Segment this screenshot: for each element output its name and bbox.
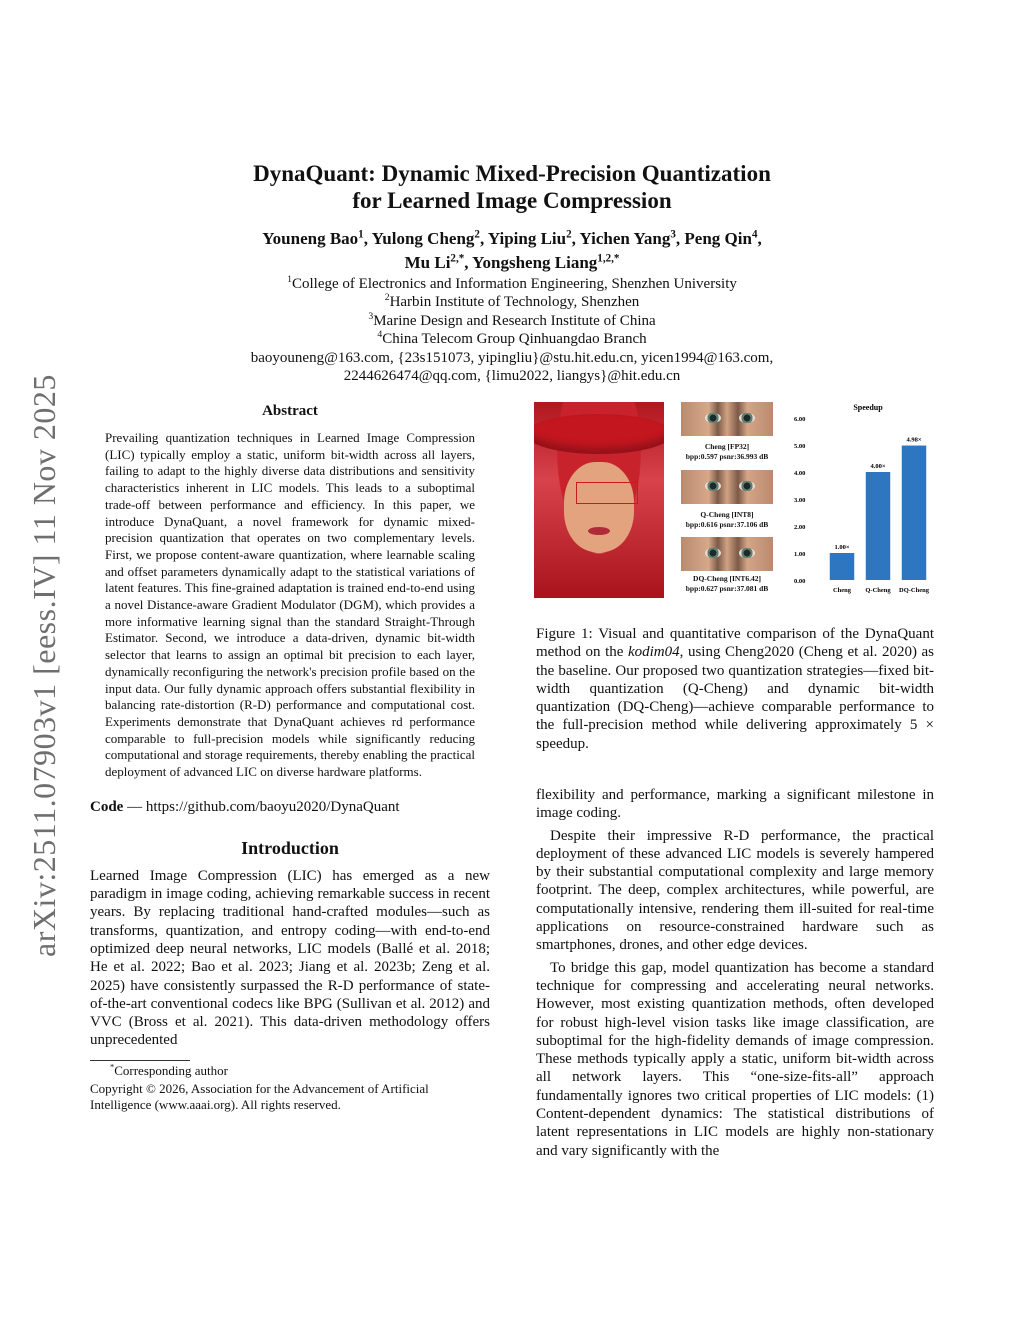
affiliation-sup: 3 bbox=[368, 310, 374, 322]
affiliation-text: Marine Design and Research Institute of China bbox=[373, 312, 656, 329]
crop-label-method: Q-Cheng [INT8] bbox=[700, 510, 754, 519]
right-column bbox=[536, 786, 934, 1160]
author-list bbox=[100, 227, 924, 275]
author-sep: , bbox=[675, 229, 685, 248]
footnote-corresponding: *Corresponding author bbox=[110, 1061, 228, 1078]
author-name: Yongsheng Liang bbox=[472, 253, 598, 272]
crop-image-dq-cheng bbox=[681, 537, 773, 571]
affiliation-sup: 1 bbox=[287, 274, 292, 285]
crop-label-metrics: bpp:0.627 psnr:37.081 dB bbox=[685, 584, 769, 593]
author-name: Yulong Cheng bbox=[371, 229, 475, 248]
y-tick-label: 3.00 bbox=[794, 497, 806, 504]
author-sep: , bbox=[363, 229, 372, 248]
caption-italic: kodim04 bbox=[627, 644, 680, 661]
code-label: Code bbox=[90, 798, 124, 815]
author-sep: , bbox=[571, 229, 580, 248]
y-tick-label: 1.00 bbox=[794, 551, 806, 558]
author-name: Youneng Bao bbox=[262, 229, 359, 248]
intro-paragraph: Learned Image Compression (LIC) has emerged as a new paradigm in image coding, achieving remarkable success in recent years. By replacing traditional hand-crafted modules—such as transforms, quantization, and entropy coding—with end-to-end optimized deep neural networks, LIC models (Ballé et al. 2018; He et al. 2022; Bao et al. 2023; Jiang et al. 2023b; Zeng et al. 2025) have consistently surpassed the R-D performance of state-of-the-art conventional codecs like BPG (Sullivan et al. 2012) and VVC (Bross et al. 2021). This data-driven methodology offers unprecedented bbox=[90, 867, 490, 1049]
author-sup: 2 bbox=[566, 228, 572, 241]
author-sep: , bbox=[757, 229, 762, 248]
title-line-1: DynaQuant: Dynamic Mixed-Precision Quantization bbox=[253, 161, 771, 186]
affiliation bbox=[100, 293, 924, 311]
affiliation-sup: 2 bbox=[384, 292, 390, 304]
right-paragraph-1: flexibility and performance, marking a significant milestone in image coding. bbox=[536, 787, 934, 822]
bar-data-label: 4.00× bbox=[870, 463, 886, 470]
author-sup: 1,2,* bbox=[597, 252, 620, 265]
arxiv-stamp-text: arXiv:2511.07903v1 [eess.IV] 11 Nov 2025 bbox=[25, 373, 62, 957]
arxiv-stamp bbox=[22, 360, 66, 970]
bar-dq-cheng bbox=[902, 446, 926, 580]
crop-label-metrics: bpp:0.616 psnr:37.106 dB bbox=[685, 520, 769, 529]
footnote-corresponding-text: Corresponding author bbox=[114, 1062, 228, 1078]
affiliation-sup: 4 bbox=[377, 329, 383, 341]
affiliation-text: College of Electronics and Information Engineering, Shenzhen University bbox=[292, 276, 737, 292]
abstract-heading: Abstract bbox=[262, 403, 318, 419]
author-name: Mu Li bbox=[404, 253, 451, 272]
author-sep: , bbox=[464, 253, 473, 272]
chart-title: Speedup bbox=[853, 403, 883, 412]
bar-data-label: 1.00× bbox=[834, 544, 850, 551]
portrait-lips bbox=[588, 527, 610, 535]
caption-prefix: Figure 1: Visual and quantitative comparison of the DynaQuant method on the bbox=[536, 626, 934, 661]
x-tick-label: Cheng bbox=[832, 587, 852, 594]
bar-cheng bbox=[830, 553, 854, 580]
portrait-crop-box bbox=[576, 482, 638, 504]
left-column bbox=[90, 403, 490, 1113]
right-paragraph-2: Despite their impressive R-D performance, the practical deployment of these advanced LIC models is severely hampered by their substantial computational complexity and large memory footprint. The deep, complex architectures, while powerful, are computationally intensive, rendering them ill-suited for real-time applications on resource-constrained hardware such as smartphones, drones, and other edge devices. bbox=[536, 827, 934, 954]
x-tick-label: Q-Cheng bbox=[865, 587, 891, 594]
figure-caption bbox=[536, 610, 934, 768]
right-paragraph-3: To bridge this gap, model quantization has become a standard technique for compressing and accelerating neural networks. However, most existing quantization methods, often developed for robust high-level vision tasks like image classification, are suboptimal for the high-fidelity demands of image compression. These methods typically apply a static, uniform bit-width across all network layers. This “one-size-fits-all” approach fundamentally ignores two critical properties of LIC models: (1) Content-dependent dynamics: The statistical distributions of latent representations in LIC models are highly non-stationary and vary significantly with the bbox=[536, 959, 934, 1159]
crop-label-q-cheng bbox=[674, 510, 780, 530]
author-name: Peng Qin bbox=[684, 229, 752, 248]
y-tick-label: 0.00 bbox=[794, 578, 806, 585]
y-tick-label: 6.00 bbox=[794, 416, 806, 423]
figure-caption-text bbox=[536, 625, 934, 753]
author-sup: 3 bbox=[670, 228, 676, 241]
affiliation-text: China Telecom Group Qinhuangdao Branch bbox=[382, 331, 647, 348]
bar-data-label: 4.98× bbox=[906, 436, 922, 444]
speedup-chart bbox=[786, 400, 934, 600]
paper-title bbox=[100, 160, 924, 214]
portrait-face bbox=[564, 462, 634, 552]
author-sup: 4 bbox=[751, 228, 758, 241]
email-line-1: baoyouneng@163.com, {23s151073, yipingliu}@stu.hit.edu.cn, yicen1994@163.com, bbox=[250, 349, 774, 366]
crop-label-dq-cheng bbox=[674, 574, 780, 594]
author-sup: 2,* bbox=[450, 252, 465, 265]
y-tick-label: 4.00 bbox=[794, 470, 806, 477]
crop-label-cheng bbox=[674, 442, 780, 462]
author-name: Yiping Liu bbox=[487, 229, 567, 248]
introduction-heading: Introduction bbox=[241, 837, 339, 858]
code-line bbox=[90, 799, 490, 816]
crop-label-metrics: bpp:0.597 psnr:36.993 dB bbox=[685, 452, 769, 461]
bar-q-cheng bbox=[866, 472, 890, 580]
email-line-2: 2244626474@qq.com, {limu2022, liangys}@hit.edu.cn bbox=[343, 368, 681, 385]
affiliation bbox=[100, 312, 924, 330]
author-sep: , bbox=[479, 229, 488, 248]
crop-image-q-cheng bbox=[681, 470, 773, 504]
affiliations bbox=[100, 275, 924, 385]
x-tick-label: DQ-Cheng bbox=[899, 587, 929, 594]
author-line-1 bbox=[100, 227, 924, 251]
figure-1 bbox=[534, 400, 934, 600]
portrait-hat bbox=[534, 414, 664, 454]
portrait-image bbox=[534, 402, 664, 598]
affiliation-text: Harbin Institute of Technology, Shenzhen bbox=[389, 294, 640, 311]
author-sup: 2 bbox=[474, 228, 480, 241]
author-line-2 bbox=[100, 251, 924, 275]
abstract-text: Prevailing quantization techniques in Learned Image Compression (LIC) typically employ a static, uniform bit-width across all layers, failing to adapt to the highly diverse data distributions and sensitivity characteristics inherent in LIC models. This leads to a suboptimal trade-off between performance and efficiency. In this paper, we introduce DynaQuant, a novel framework for dynamic mixed-precision quantization that operates on two complementary levels. First, we propose content-aware quantization, where learnable scaling and offset parameters dynamically adapt to the statistical variations of latent features. This fine-grained adaptation is trained end-to-end using a novel Distance-aware Gradient Modulator (DGM), which provides a more informative learning signal than the standard Straight-Through Estimator. Second, we introduce a data-driven, dynamic bit-width selector that learns to assign an optimal bit precision to each layer, dynamically reconfiguring the network's precision profile based on the input data. Our fully dynamic approach offers substantial flexibility in balancing rate-distortion (R-D) performance and computational cost. Experiments demonstrate that DynaQuant achieves rd performance comparable to full-precision models while significantly reducing computational and storage requirements, thereby enabling the practical deployment of advanced LIC on diverse hardware platforms. bbox=[105, 430, 475, 780]
title-line-2: for Learned Image Compression bbox=[352, 188, 672, 213]
code-url[interactable]: — https://github.com/baoyu2020/DynaQuant bbox=[123, 798, 400, 815]
crop-image-cheng bbox=[681, 402, 773, 436]
affiliation bbox=[100, 330, 924, 348]
footnote-copyright: Copyright © 2026, Association for the Advancement of Artificial Intelligence (www.aaai.org). All rights reserved. bbox=[90, 1080, 429, 1112]
y-tick-label: 5.00 bbox=[794, 443, 806, 450]
y-tick-label: 2.00 bbox=[794, 524, 806, 531]
author-name: Yichen Yang bbox=[579, 229, 671, 248]
footnote-rule bbox=[90, 1060, 190, 1061]
crop-label-method: Cheng [FP32] bbox=[704, 442, 750, 451]
crop-label-method: DQ-Cheng [INT6.42] bbox=[693, 574, 761, 583]
author-sup: 1 bbox=[358, 228, 364, 241]
caption-suffix: , using Cheng2020 (Cheng et al. 2020) as the baseline. Our proposed two quantization strategies—fixed bit-width quantization (Q-Cheng) and dynamic bit-width quantization (DQ-Cheng)—achieve comparable performance to the full-precision method while delivering approximately 5 × speedup. bbox=[536, 644, 934, 752]
affiliation bbox=[100, 275, 924, 293]
